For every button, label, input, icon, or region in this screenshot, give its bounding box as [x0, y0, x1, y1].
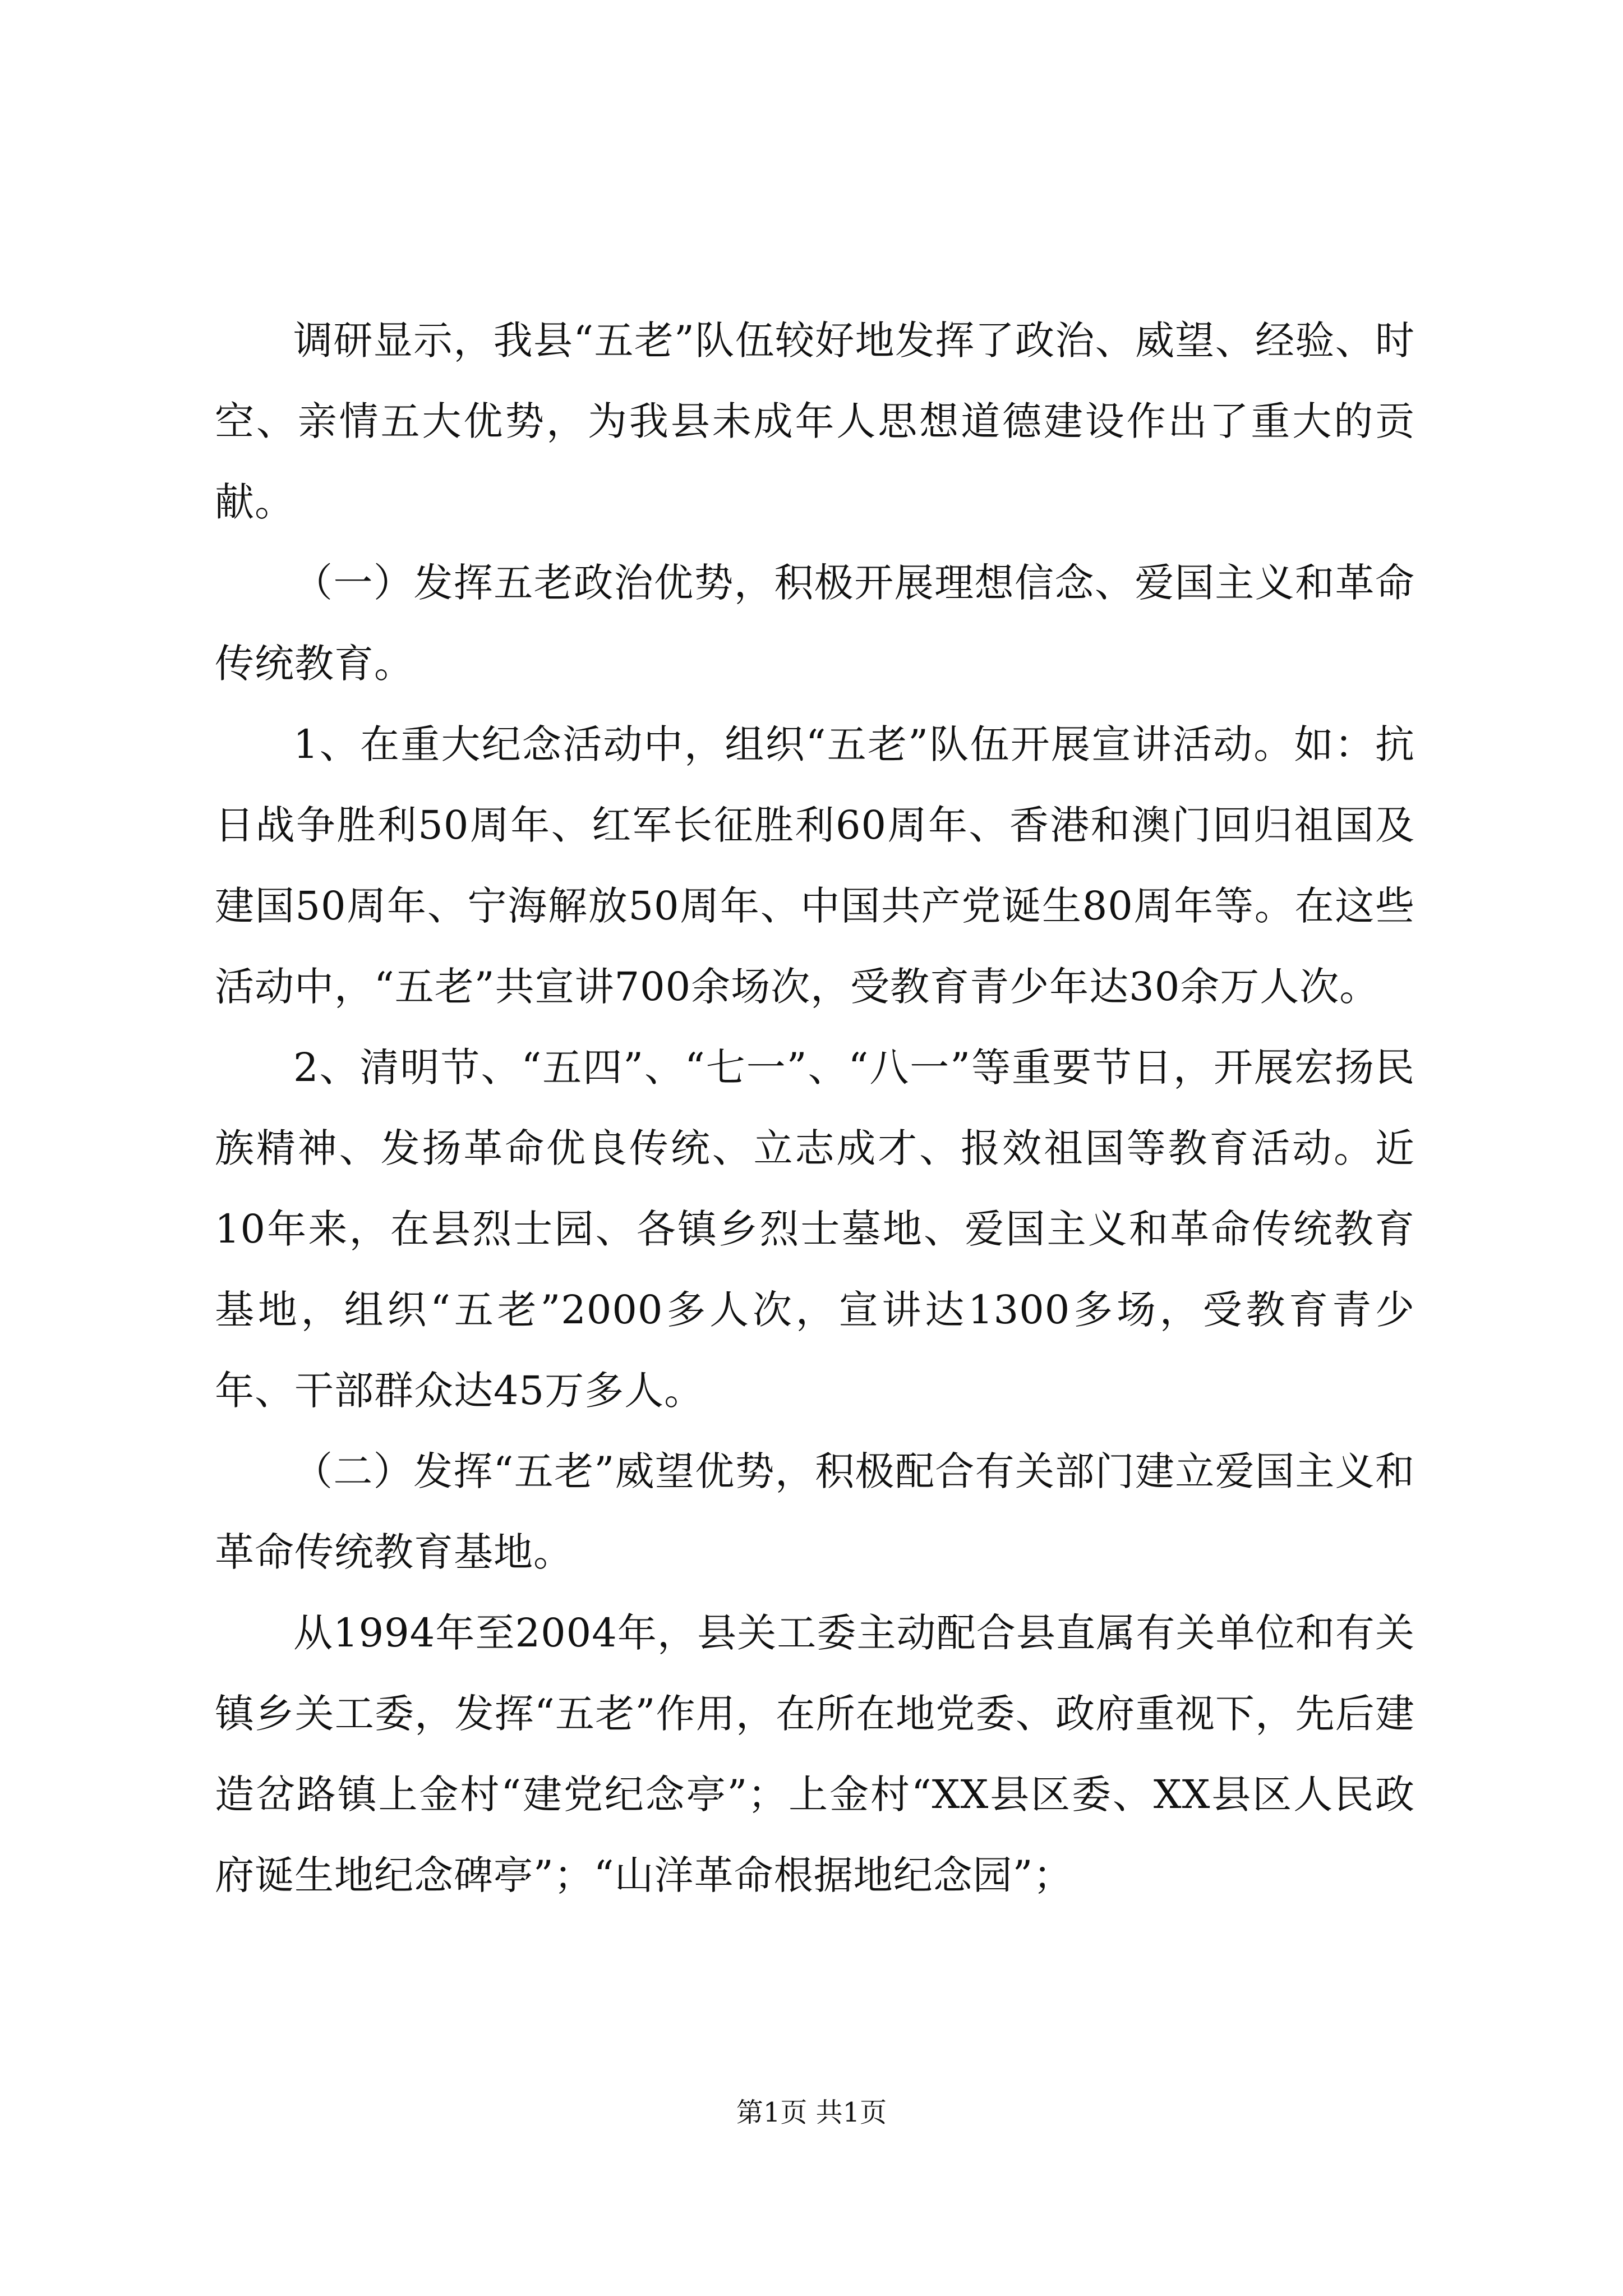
paragraph-item-two: 2、清明节、“五四”、“七一”、“八一”等重要节日，开展宏扬民族精神、发扬革命优良传统、立志成才、报效祖国等教育活动。近10年来，在县烈士园、各镇乡烈士墓地、爱国主义和革命传统教育基地，组织“五老”2000多人次，宣讲达1300多场，受教育青少年、干部群众达45万多人。: [215, 1045, 1415, 1414]
document-body: [215, 300, 1415, 1916]
paragraph-heading-one: （一）发挥五老政治优势，积极开展理想信念、爱国主义和革命传统教育。: [215, 560, 1415, 687]
paragraph-history: 从1994年至2004年，县关工委主动配合县直属有关单位和有关镇乡关工委，发挥“五老”作用，在所在地党委、政府重视下，先后建造岔路镇上金村“建党纪念亭”；上金村“XX县区委、XX县区人民政府诞生地纪念碑亭”；“山洋革命根据地纪念园”；: [215, 1610, 1415, 1898]
paragraph-heading-two: （二）发挥“五老”威望优势，积极配合有关部门建立爱国主义和革命传统教育基地。: [215, 1448, 1415, 1575]
paragraph-item-one: 1、在重大纪念活动中，组织“五老”队伍开展宣讲活动。如：抗日战争胜利50周年、红军长征胜利60周年、香港和澳门回归祖国及建国50周年、宁海解放50周年、中国共产党诞生80周年等。在这些活动中，“五老”共宣讲700余场次，受教育青少年达30余万人次。: [215, 721, 1415, 1010]
page-footer: 第1页 共1页: [736, 2097, 887, 2128]
paragraph-intro: 调研显示，我县“五老”队伍较好地发挥了政治、威望、经验、时空、亲情五大优势，为我县未成年人思想道德建设作出了重大的贡献。: [215, 318, 1415, 525]
